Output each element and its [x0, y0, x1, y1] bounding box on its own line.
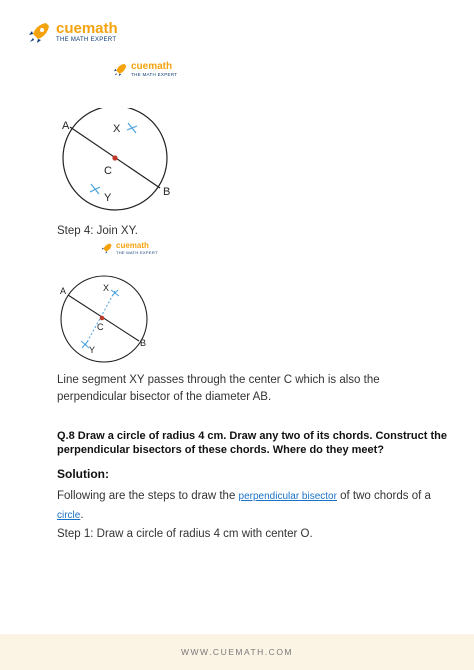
solution-heading: Solution:: [57, 467, 109, 481]
question-8: Q.8 Draw a circle of radius 4 cm. Draw any two of its chords. Construct the perpendicular bisectors of these chords. Where do they meet?: [57, 430, 447, 456]
logo-brand: cuemath: [56, 20, 118, 37]
arc-mark-x: [127, 123, 137, 133]
steps-intro-after: .: [80, 509, 84, 521]
logo-tagline: THE MATH EXPERT: [56, 37, 117, 43]
arc-mark-y: [81, 341, 89, 348]
logo-tagline: THE MATH EXPERT: [131, 72, 178, 77]
rocket-icon: [26, 20, 52, 46]
label-b: B: [163, 186, 171, 198]
figure2-logo: [100, 242, 158, 255]
rocket-icon: [100, 242, 113, 255]
logo-brand: cuemath: [116, 241, 149, 250]
steps-intro-before: Following are the steps to draw the: [57, 490, 239, 502]
label-a: A: [60, 286, 67, 296]
circle-diagram-1: [55, 108, 185, 218]
label-b: B: [140, 338, 147, 348]
logo-brand: cuemath: [131, 61, 173, 72]
arc-mark-x: [111, 290, 119, 296]
perpendicular-bisector-link[interactable]: perpendicular bisector: [238, 491, 337, 502]
steps-intro: [57, 487, 437, 525]
label-y: Y: [89, 345, 96, 355]
logo-tagline: THE MATH EXPERT: [116, 250, 158, 255]
center-point: [100, 316, 105, 321]
label-x: X: [113, 123, 121, 135]
explanation-paragraph: Line segment XY passes through the center C which is also the perpendicular bisector of the diameter AB.: [57, 374, 380, 403]
center-point: [112, 155, 117, 160]
label-x: X: [103, 283, 110, 293]
step-1-text: Step 1: Draw a circle of radius 4 cm with center O.: [57, 528, 313, 540]
label-y: Y: [104, 192, 112, 204]
label-c: C: [97, 322, 104, 332]
circle-link[interactable]: circle: [57, 510, 81, 521]
step-4-text: Step 4: Join XY.: [57, 225, 138, 237]
steps-intro-middle: of two chords of a: [336, 490, 431, 502]
cuemath-logo: [26, 20, 118, 46]
figure1-logo: [112, 62, 177, 78]
rocket-icon: [112, 62, 128, 78]
label-a: A: [62, 120, 70, 132]
footer-bar: [0, 634, 474, 670]
circle-diagram-2: [55, 274, 165, 366]
footer-url[interactable]: WWW.CUEMATH.COM: [180, 647, 294, 657]
label-c: C: [104, 165, 112, 177]
arc-mark-y: [90, 184, 100, 194]
